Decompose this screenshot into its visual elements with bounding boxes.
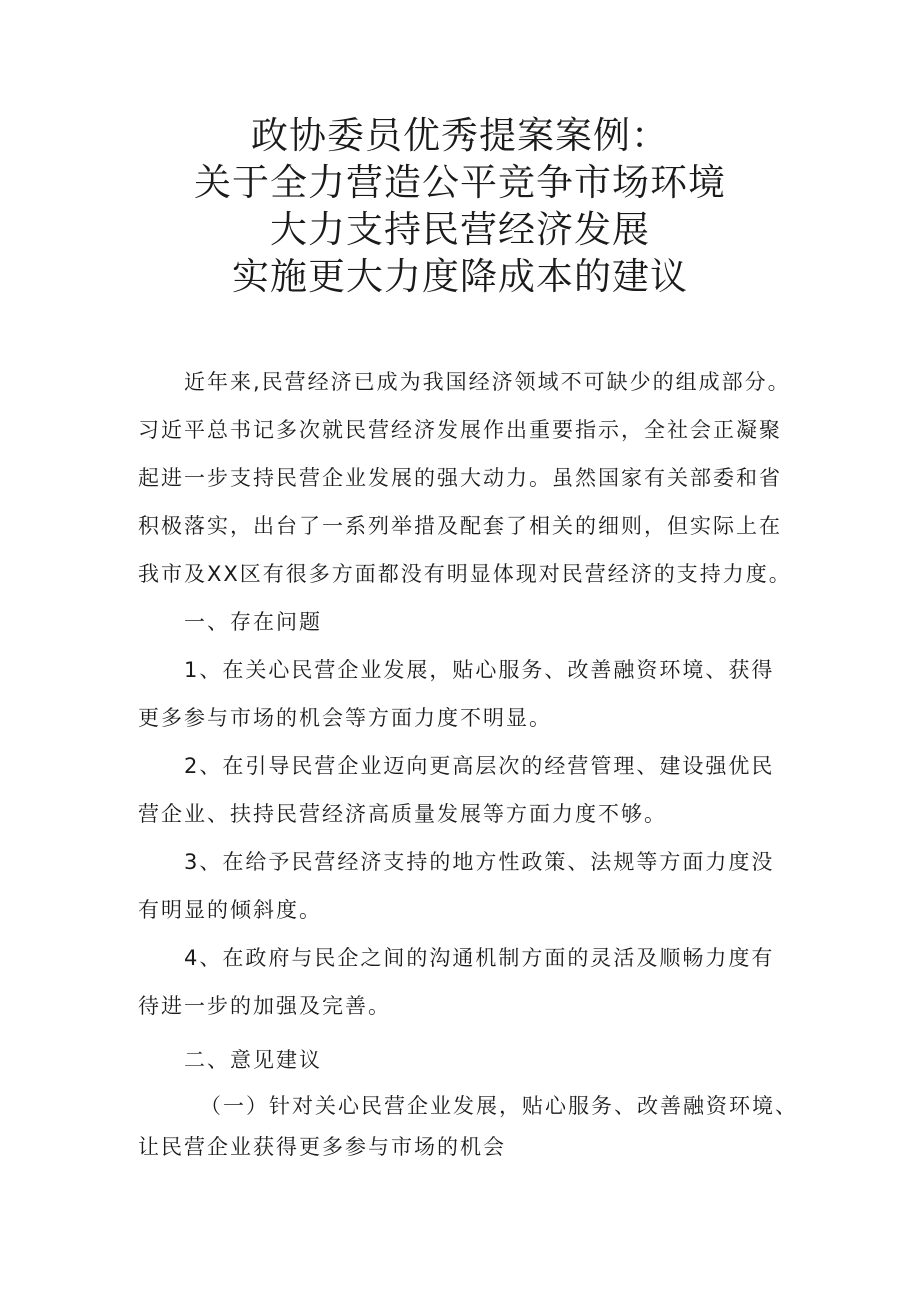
text-line: 让民营企业获得更多参与市场的机会 [138,1135,506,1159]
document-body [138,358,798,1166]
title-line: 关于全力营造公平竞争市场环境 [194,161,726,204]
document-title [0,112,920,300]
text-line: 积极落实，出台了一系列举措及配套了相关的细则，但实际上在 [138,514,782,538]
text-line: 近年来,民营经济已成为我国经济领域不可缺少的组成部分。 [184,370,791,394]
text-line: （一）针对关心民营企业发展，贴心服务、改善融资环境、 [200,1094,798,1118]
intro-paragraph [138,358,792,598]
text-line: 4、在政府与民企之间的沟通机制方面的灵活及顺畅力度有 [184,946,775,970]
text-line: 习近平总书记多次就民营经济发展作出重要指示，全社会正凝聚 [138,418,782,442]
text-line: 起进一步支持民营企业发展的强大动力。虽然国家有关部委和省 [138,466,782,490]
text-line: 更多参与市场的机会等方面力度不明显。 [138,706,552,730]
problem-item-1 [138,646,788,742]
text-line: 1、在关心民营企业发展，贴心服务、改善融资环境、获得 [184,658,775,682]
section-heading: 一、存在问题 [184,610,322,634]
section-heading-problems [138,598,788,646]
text-line: 我市及XX区有很多方面都没有明显体现对民营经济的支持力度。 [138,562,792,586]
title-line: 大力支持民营经济发展 [270,208,650,251]
text-line: 3、在给予民营经济支持的地方性政策、法规等方面力度没 [184,850,775,874]
title-line: 实施更大力度降成本的建议 [232,255,688,298]
problem-item-4 [138,934,788,1030]
section-heading-suggestions [138,1036,788,1084]
text-line: 有明显的倾斜度。 [138,898,322,922]
text-line: 待进一步的加强及完善。 [138,994,391,1018]
section-heading: 二、意见建议 [184,1048,322,1072]
problem-item-2 [138,742,788,838]
text-line: 2、在引导民营企业迈向更高层次的经营管理、建设强优民 [184,754,775,778]
title-line: 政协委员优秀提案案例： [251,114,669,157]
problem-item-3 [138,838,788,934]
text-line: 营企业、扶持民营经济高质量发展等方面力度不够。 [138,802,667,826]
suggestion-sub-1 [138,1084,798,1166]
